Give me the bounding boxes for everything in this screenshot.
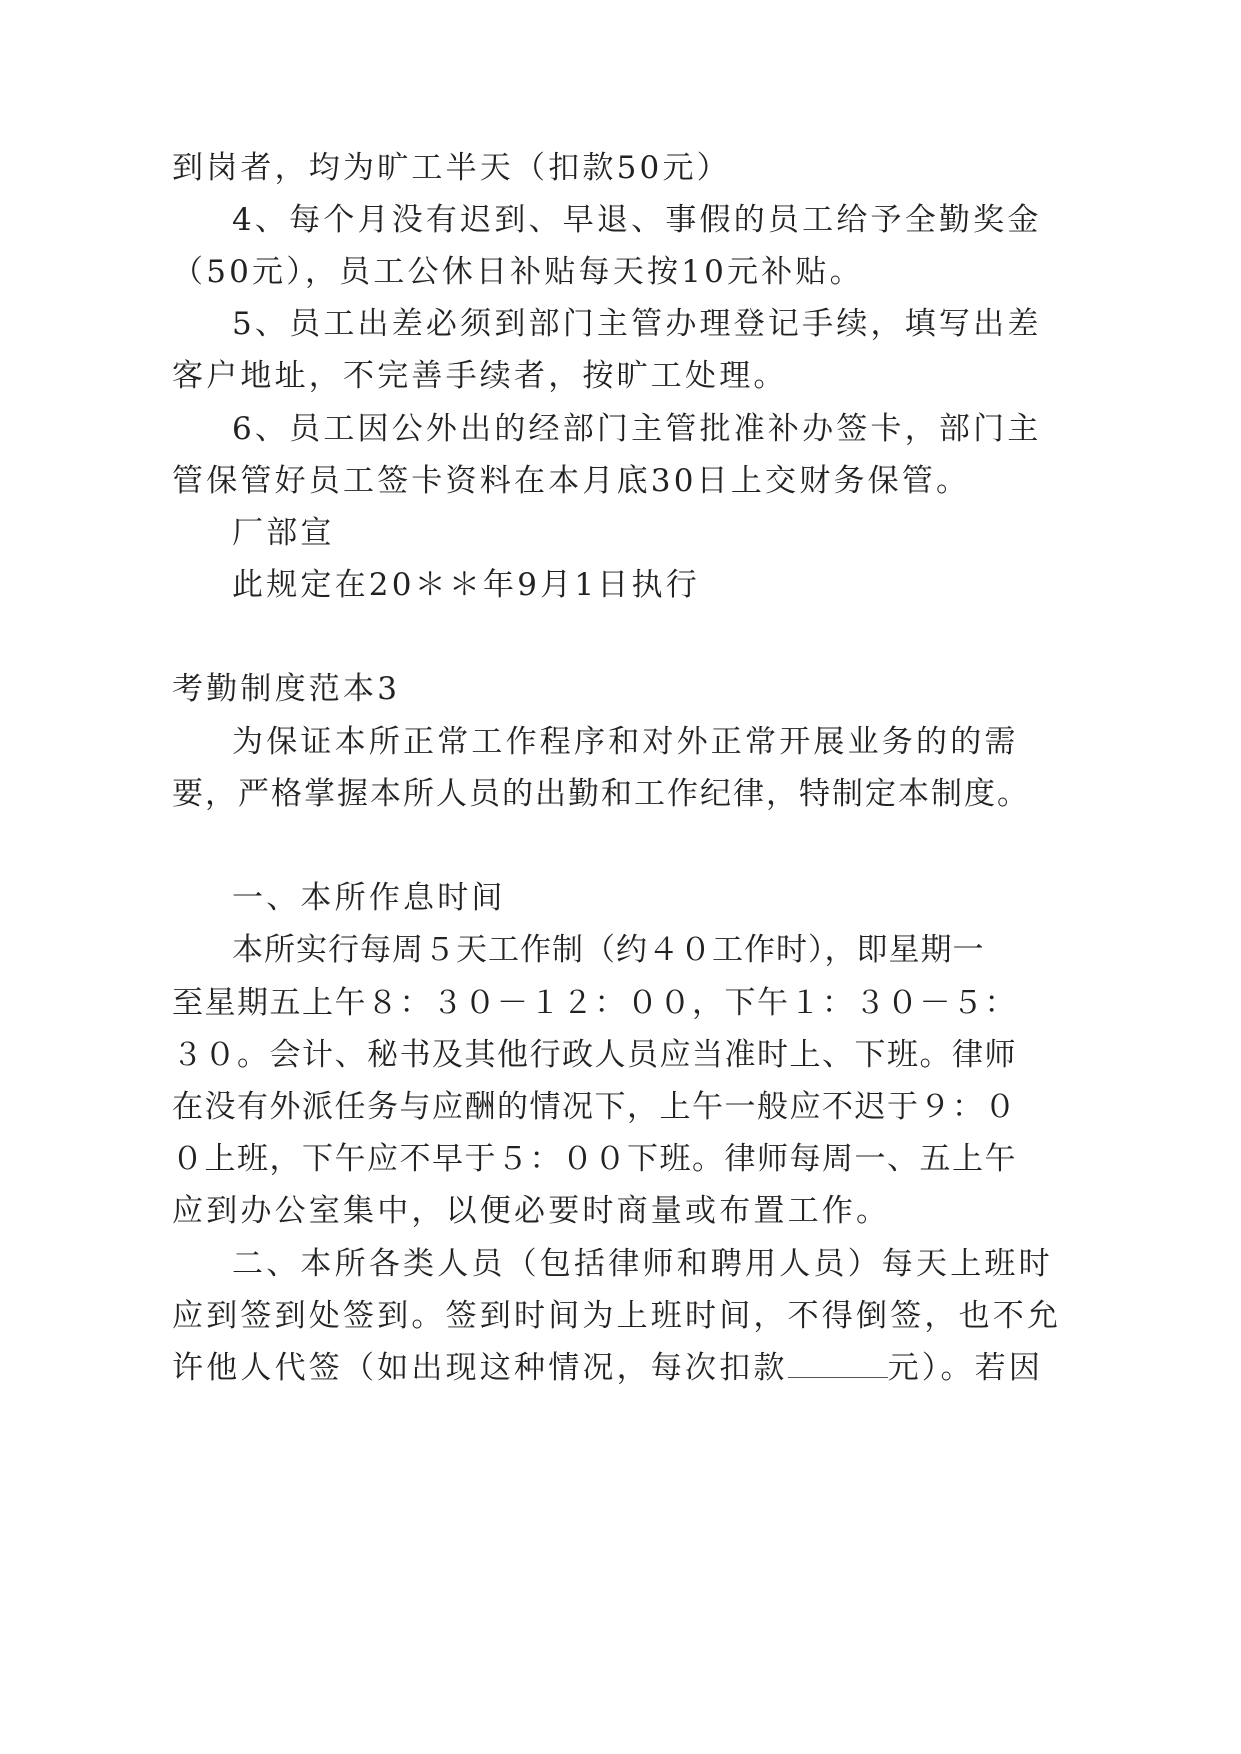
subsection-heading: 一、本所作息时间	[232, 880, 506, 916]
paragraph-line: ０上班，下午应不早于５：００下班。律师每周一、五上午	[172, 1141, 1017, 1177]
paragraph-line: 6、员工因公外出的经部门主管批准补办签卡，部门主	[232, 411, 1042, 447]
paragraph-line: 二、本所各类人员（包括律师和聘用人员）每天上班时	[232, 1246, 1053, 1282]
paragraph-text: 许他人代签（如出现这种情况，每次扣款	[172, 1350, 788, 1386]
section-heading: 考勤制度范本3	[172, 671, 401, 707]
paragraph-line: 应到办公室集中，以便必要时商量或布置工作。	[172, 1193, 891, 1229]
paragraph-line: 管保管好员工签卡资料在本月底30日上交财务保管。	[172, 463, 971, 499]
paragraph-line: 为保证本所正常工作程序和对外正常开展业务的的需	[232, 724, 1019, 760]
paragraph-line: 此规定在20＊＊年9月1日执行	[232, 567, 700, 603]
paragraph-text: 元）。若因	[887, 1350, 1044, 1386]
paragraph-line: 至星期五上午８：３０－１２：００，下午１：３０－５：	[172, 985, 1017, 1021]
paragraph-line: （50元），员工公休日补贴每天按10元补贴。	[172, 254, 864, 290]
paragraph-line: 客户地址，不完善手续者，按旷工处理。	[172, 358, 788, 394]
paragraph-line: 应到签到处签到。签到时间为上班时间，不得倒签，也不允	[172, 1298, 1062, 1334]
paragraph-line: ３０。会计、秘书及其他行政人员应当准时上、下班。律师	[172, 1037, 1017, 1073]
paragraph-line: 到岗者，均为旷工半天（扣款50元）	[172, 150, 731, 186]
paragraph-line: 4、每个月没有迟到、早退、事假的员工给予全勤奖金	[232, 202, 1042, 238]
paragraph-line: 本所实行每周５天工作制（约４０工作时），即星期一	[232, 932, 985, 968]
paragraph-line: 5、员工出差必须到部门主管办理登记手续，填写出差	[232, 306, 1042, 342]
paragraph-line: 要，严格掌握本所人员的出勤和工作纪律，特制定本制度。	[172, 776, 1030, 812]
paragraph-line: 厂部宣	[232, 515, 335, 551]
paragraph-line: 在没有外派任务与应酬的情况下，上午一般应不迟于９：０	[172, 1089, 1017, 1125]
paragraph-line	[172, 1348, 1043, 1388]
fill-in-blank	[788, 1353, 888, 1378]
